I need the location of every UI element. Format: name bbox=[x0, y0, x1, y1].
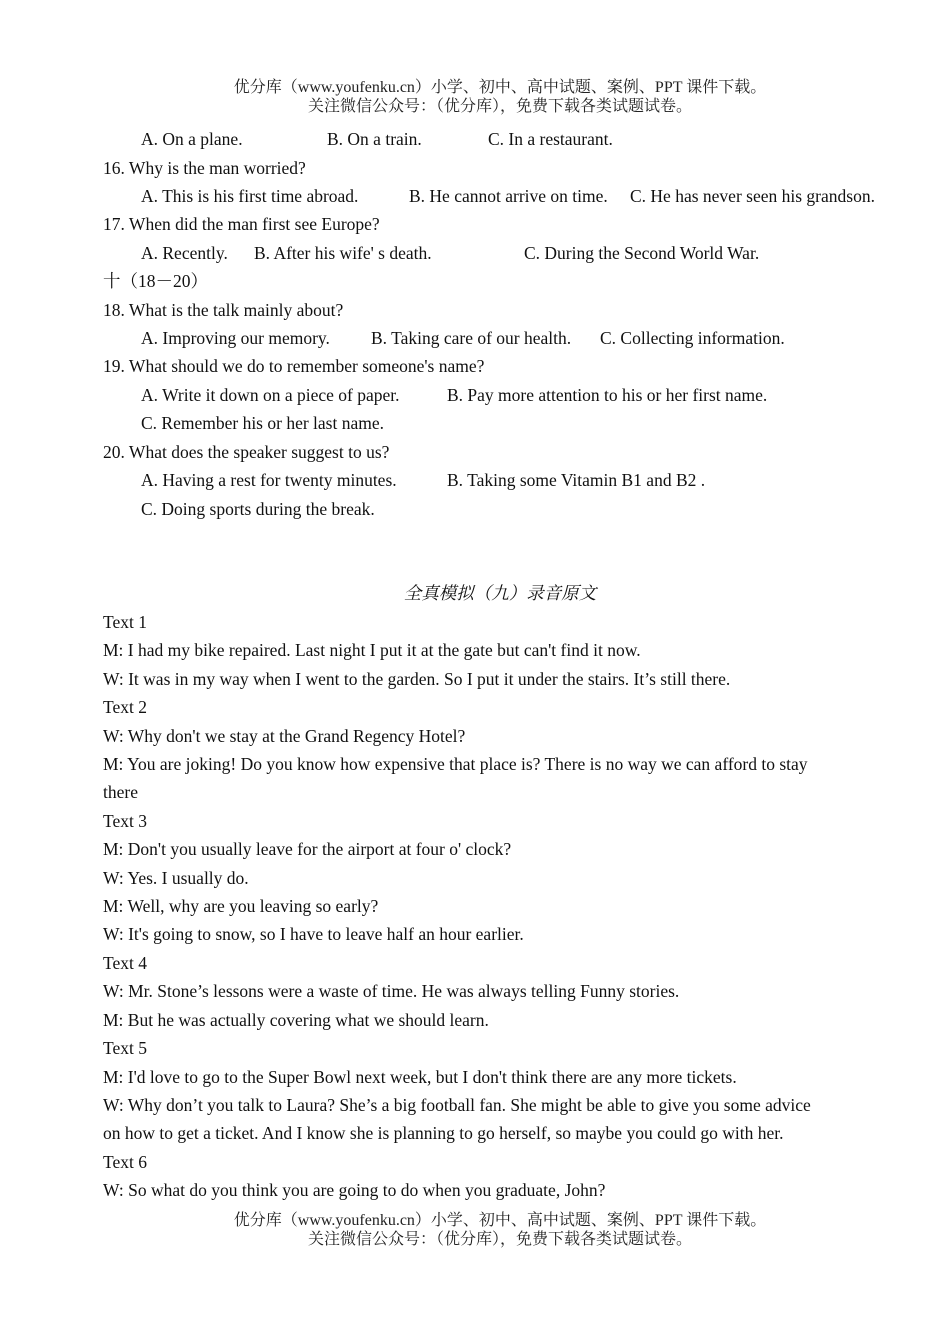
text-3-m1: M: Don't you usually leave for the airport at four o' clock? bbox=[103, 839, 512, 859]
q19-option-c: C. Remember his or her last name. bbox=[141, 413, 384, 433]
transcript-title: 全真模拟（九）录音原文 bbox=[403, 583, 597, 603]
text-5-label: Text 5 bbox=[103, 1038, 147, 1058]
q18-option-a: A. Improving our memory. bbox=[141, 328, 330, 348]
q17-stem: 17. When did the man first see Europe? bbox=[103, 214, 380, 234]
text-5-w-line2: on how to get a ticket. And I know she is planning to go herself, so maybe you could go with her. bbox=[103, 1123, 784, 1143]
q18-stem: 18. What is the talk mainly about? bbox=[103, 300, 344, 320]
q20-option-c: C. Doing sports during the break. bbox=[141, 499, 375, 519]
text-5-w-line1: W: Why don’t you talk to Laura? She’s a big football fan. She might be able to give you some advice bbox=[103, 1095, 811, 1115]
header-line-1: 优分库（www.youfenku.cn）小学、初中、高中试题、案例、PPT 课件下载。 bbox=[233, 79, 767, 96]
q16-option-b: B. He cannot arrive on time. bbox=[409, 186, 608, 206]
q17-option-c: C. During the Second World War. bbox=[524, 243, 760, 263]
header-line-2: 关注微信公众号：（优分库），免费下载各类试题试卷。 bbox=[307, 98, 692, 115]
q20-option-a: A. Having a rest for twenty minutes. bbox=[141, 470, 397, 490]
q16-stem: 16. Why is the man worried? bbox=[103, 158, 306, 178]
q15-option-c: C. In a restaurant. bbox=[488, 129, 613, 149]
q19-stem: 19. What should we do to remember someone's name? bbox=[103, 356, 485, 376]
text-3-w1: W: Yes. I usually do. bbox=[103, 868, 249, 888]
page-footer bbox=[0, 1211, 950, 1249]
text-1-w: W: It was in my way when I went to the garden. So I put it under the stairs. It’s still there. bbox=[103, 669, 731, 689]
q19-option-b: B. Pay more attention to his or her first name. bbox=[447, 385, 768, 405]
text-1-label: Text 1 bbox=[103, 612, 147, 632]
q18-option-b: B. Taking care of our health. bbox=[371, 328, 572, 348]
q20-option-b: B. Taking some Vitamin B1 and B2 . bbox=[447, 470, 706, 490]
section-heading: 十（18－20） bbox=[103, 271, 208, 291]
text-2-m-line2: there bbox=[103, 782, 138, 802]
q17-option-b: B. After his wife' s death. bbox=[254, 243, 432, 263]
q18-option-c: C. Collecting information. bbox=[600, 328, 785, 348]
text-2-m-line1: M: You are joking! Do you know how expensive that place is? There is no way we can afford to stay bbox=[103, 754, 808, 774]
text-1-m: M: I had my bike repaired. Last night I put it at the gate but can't find it now. bbox=[103, 640, 641, 660]
q15-option-b: B. On a train. bbox=[327, 129, 422, 149]
q19-option-a: A. Write it down on a piece of paper. bbox=[141, 385, 400, 405]
text-6-w: W: So what do you think you are going to do when you graduate, John? bbox=[103, 1180, 606, 1200]
text-3-m2: M: Well, why are you leaving so early? bbox=[103, 896, 379, 916]
q16-option-c: C. He has never seen his grandson. bbox=[630, 186, 875, 206]
text-4-w: W: Mr. Stone’s lessons were a waste of time. He was always telling Funny stories. bbox=[103, 981, 680, 1001]
text-6-label: Text 6 bbox=[103, 1152, 147, 1172]
text-3-w2: W: It's going to snow, so I have to leave half an hour earlier. bbox=[103, 924, 524, 944]
footer-line-1: 优分库（www.youfenku.cn）小学、初中、高中试题、案例、PPT 课件下载。 bbox=[233, 1212, 767, 1229]
text-4-label: Text 4 bbox=[103, 953, 147, 973]
text-5-m: M: I'd love to go to the Super Bowl next week, but I don't think there are any more tickets. bbox=[103, 1067, 737, 1087]
text-2-w: W: Why don't we stay at the Grand Regency Hotel? bbox=[103, 726, 466, 746]
q20-stem: 20. What does the speaker suggest to us? bbox=[103, 442, 390, 462]
q15-option-a: A. On a plane. bbox=[141, 129, 243, 149]
q16-option-a: A. This is his first time abroad. bbox=[141, 186, 359, 206]
q17-option-a: A. Recently. bbox=[141, 243, 228, 263]
footer-line-2: 关注微信公众号：（优分库），免费下载各类试题试卷。 bbox=[307, 1231, 692, 1248]
page-header bbox=[0, 78, 950, 116]
text-2-label: Text 2 bbox=[103, 697, 147, 717]
text-3-label: Text 3 bbox=[103, 811, 147, 831]
text-4-m: M: But he was actually covering what we should learn. bbox=[103, 1010, 489, 1030]
